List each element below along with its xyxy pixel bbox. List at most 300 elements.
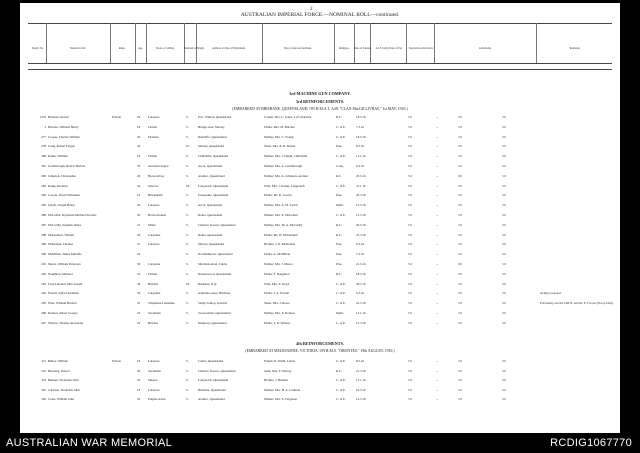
cell-no: 277 [41, 134, 46, 139]
cell-money: 5 0 [408, 164, 412, 168]
cell-money: 3 0 [458, 301, 462, 306]
cell-money: 5 0 [408, 359, 412, 363]
cell-age: 43 [137, 144, 141, 149]
cell-no: 281 [41, 164, 46, 168]
table-row [20, 252, 620, 260]
table-row [20, 213, 620, 221]
cell-addr: Redcliffe, Queensland [198, 134, 227, 139]
cell-rel: R.C. [336, 222, 342, 227]
cell-money: 5 0 [408, 124, 412, 129]
cell-ms: S. [186, 397, 189, 401]
cell-money: 5 0 [408, 242, 412, 247]
cell-money: 5 0 [408, 183, 412, 188]
cell-money: 3 0 [458, 397, 462, 401]
col-allotment: Allotments [478, 47, 492, 50]
cell-ms: W. [186, 144, 190, 149]
col-remarks: Remarks. [569, 47, 581, 50]
table-row [20, 388, 620, 396]
col-trade: Trade or Calling. [155, 47, 175, 50]
cell-money: 3 0 [502, 301, 506, 306]
cell-money: 3 0 [458, 359, 462, 363]
cell-name: Powell, Alfred Jonathan [48, 291, 79, 296]
cell-kin: Father, Mr. R. Lowrie [264, 193, 292, 198]
cell-addr: Kingaroy, Queensland [198, 320, 227, 325]
cell-money: 3 0 [458, 271, 462, 276]
cell-addr: Toowoomba, Queensland [198, 311, 231, 315]
cell-rel: R.C. [336, 232, 342, 237]
cell-money: 3 0 [502, 213, 506, 217]
cell-ms: S. [186, 232, 189, 237]
cell-trade: Telephone Linesman [148, 301, 175, 306]
cell-date: 7.3.16 [356, 252, 364, 257]
cell-rank: Private [112, 115, 122, 119]
cell-kin: Mother, Mrs. C. Young [264, 134, 294, 139]
table-row [20, 184, 620, 192]
cell-ms: M. [186, 281, 190, 286]
cell-addr: Maclay, Queensland [198, 242, 224, 247]
cell-kin: Mother, Mrs. E. McLellan [264, 213, 298, 217]
cell-money: 3 0 [458, 232, 462, 237]
cell-ms: S. [186, 291, 189, 296]
cell-no: 295 [41, 301, 46, 306]
cell-name: McKenzie, Thomas [48, 242, 74, 247]
cell-money: ... [436, 173, 439, 178]
cell-money: ... [436, 124, 439, 129]
col-age: Age. [137, 47, 144, 50]
col-next-of-kin: Next of kin and Address. [284, 47, 312, 50]
cell-date: 22.3.16 [356, 301, 366, 306]
cell-no: 321 [41, 359, 46, 363]
cell-ms: S. [186, 252, 189, 257]
cell-no: 284 [41, 193, 46, 198]
cell-addr: Charters Towers, Queensland [198, 222, 236, 227]
cell-money: ... [436, 232, 439, 237]
cell-money: 3 0 [458, 242, 462, 247]
cell-no: 286 [41, 213, 46, 217]
cell-money: 3 0 [502, 115, 506, 119]
cell-money: 3 0 [502, 242, 506, 247]
cell-money: 3 0 [458, 378, 462, 382]
table-row [20, 164, 620, 172]
col-religion: Religion. [338, 47, 350, 50]
cell-trade: Carpenter [148, 291, 161, 296]
cell-no: 1276 [39, 115, 46, 119]
cell-money: 3 0 [502, 183, 506, 188]
cell-money: ... [436, 193, 439, 198]
cell-kin: Mother, Mrs. A. Goldsbrough [264, 164, 302, 168]
cell-money: 3 0 [458, 183, 462, 188]
cell-age: 22 [137, 115, 141, 119]
page-number: 2 [310, 7, 313, 12]
cell-age: 20 [137, 203, 141, 208]
cell-addr: Longreach, Queensland [198, 183, 229, 188]
cell-addr: Adelaide-street, Brisbane [198, 291, 231, 296]
cell-no: 282 [41, 173, 46, 178]
cell-date: 29.3.16 [356, 222, 366, 227]
cell-money: ... [436, 222, 439, 227]
cell-trade: Labourer [148, 359, 160, 363]
table-row [20, 262, 620, 270]
cell-ms: S. [186, 301, 189, 306]
table-row [20, 321, 620, 329]
cell-money: 3 0 [458, 281, 462, 286]
cell-rel: R.C. [336, 115, 342, 119]
section-title-3rd: 3rd REINFORCEMENTS. [295, 99, 345, 104]
cell-trade: Butcher [148, 281, 159, 286]
cell-ms: M. [186, 183, 190, 188]
cell-name: Watlow, Thomas Alexander [48, 320, 84, 325]
cell-money: 3 0 [502, 271, 506, 276]
cell-money: 5 0 [408, 368, 412, 373]
cell-trade: Fireman [148, 134, 159, 139]
cell-money: ... [436, 164, 439, 168]
table-row [20, 272, 620, 280]
cell-name: Beresing, Robert [48, 368, 70, 373]
footer-source: AUSTRALIAN WAR MEMORIAL [6, 437, 173, 449]
cell-money: ... [436, 252, 439, 257]
cell-name: Craig, Robert Fergus [48, 144, 75, 149]
cell-ms: S. [186, 164, 189, 168]
table-row [20, 125, 620, 133]
cell-kin: Mother, Mrs. J. Dakin, Chinchilla [264, 154, 308, 159]
footer-bar [0, 433, 640, 453]
cell-kin: Father, Mr. W. McDermott [264, 232, 299, 237]
cell-rel: C. of E. [336, 134, 346, 139]
cell-addr: Ascot, Queensland [198, 164, 223, 168]
cell-trade: Blacksmith [148, 193, 163, 198]
cell-name: Robson, Albert George [48, 311, 78, 315]
cell-date: 21.3.16 [356, 368, 366, 373]
cell-money: 3 0 [502, 154, 506, 159]
cell-ms: S. [186, 222, 189, 227]
cell-trade: Engine-driver [148, 397, 166, 401]
cell-date: 8.2.16 [356, 144, 364, 149]
cell-money: 5 0 [408, 115, 412, 119]
cell-date: 6.3.16 [356, 164, 364, 168]
cell-name: Butcher, William Henry [48, 124, 79, 129]
cell-money: 3 0 [502, 281, 506, 286]
cell-kin: Father, Mrs. M. Butcher [264, 124, 295, 129]
cell-trade: Stockman [148, 368, 161, 373]
cell-name: Brennan, Robert [48, 115, 70, 119]
cell-money: ... [436, 271, 439, 276]
cell-trade: Farmer [148, 154, 158, 159]
cell-addr: Ascot, Queensland [198, 203, 223, 208]
table-row [20, 233, 620, 241]
cell-age: 20 [137, 213, 141, 217]
cell-ms: S. [186, 378, 189, 382]
cell-addr: Maclay, Queensland [198, 144, 224, 149]
cell-no: 278 [41, 144, 46, 149]
cell-money: 3 0 [502, 144, 506, 149]
cell-money: 5 0 [408, 252, 412, 257]
cell-money: 5 0 [408, 271, 412, 276]
cell-no: 325 [41, 387, 46, 392]
cell-money: 5 0 [408, 134, 412, 139]
cell-no: 280 [41, 154, 46, 159]
cell-money: 3 0 [502, 262, 506, 266]
table-row [20, 311, 620, 319]
cell-money: 5 0 [408, 213, 412, 217]
cell-age: 29 [137, 378, 141, 382]
cell-date: 29.3.16 [356, 281, 366, 286]
cell-money: ... [436, 213, 439, 217]
cell-no: 285 [41, 203, 46, 208]
cell-addr: Ravenswood, Queensland [198, 271, 232, 276]
cell-name: Bennett, Frederick John [48, 378, 79, 382]
cell-kin: Brother, J. Bennett [264, 378, 288, 382]
cell-no: 289 [41, 242, 46, 247]
col-separation: Separation Allowance [408, 47, 434, 50]
cell-addr: Rockhampton, Queensland [198, 252, 233, 257]
cell-no: 287 [41, 222, 46, 227]
cell-money: ... [436, 242, 439, 247]
cell-money: 3 0 [458, 291, 462, 296]
cell-rel: Pres. [336, 252, 343, 257]
cell-money: 3 0 [458, 368, 462, 373]
table-row [20, 223, 620, 231]
cell-addr: Brisbane, Queensland [198, 387, 226, 392]
col-married: Married or Single. [184, 47, 205, 50]
cell-age: 35 [137, 164, 141, 168]
header-top-rule [28, 23, 612, 24]
cell-no: 3 [44, 124, 46, 129]
cell-money: ... [436, 320, 439, 325]
cell-kin: Sister, Mrs. R. R. Baxter [264, 144, 296, 149]
table-row [20, 203, 620, 211]
cell-date: 7.3.16 [356, 124, 364, 129]
cell-ms: S. [186, 262, 189, 266]
cell-trade: Miner [148, 222, 156, 227]
cell-date: 18.3.16 [356, 115, 366, 119]
cell-money: 5 0 [408, 378, 412, 382]
cell-money: ... [436, 183, 439, 188]
cell-money: ... [436, 291, 439, 296]
cell-trade: Carpenter [148, 262, 161, 266]
cell-rel: R.C. [336, 271, 342, 276]
cell-money: 3 0 [458, 193, 462, 198]
cell-ms: S. [186, 242, 189, 247]
cell-ms: S. [186, 368, 189, 373]
company-title: 3rd MACHINE GUN COMPANY. [289, 91, 351, 96]
cell-name: Lowrie, David Whittaker [48, 193, 81, 198]
cell-age: 18 [137, 124, 141, 129]
cell-kin: Mother, Mrs. J. Meara [264, 262, 293, 266]
cell-rel: R.C. [336, 368, 342, 373]
cell-name: McDermott, Wiliam [48, 232, 74, 237]
cell-no: 293 [41, 281, 46, 286]
cell-money: 5 0 [408, 203, 412, 208]
cell-money: 3 0 [502, 232, 506, 237]
cell-age: 18 [137, 387, 141, 392]
cell-money: 5 0 [408, 320, 412, 325]
cell-money: 5 0 [408, 144, 412, 149]
cell-kin: Friend, R. Smith, Cairns [264, 359, 296, 363]
table-row [20, 193, 620, 201]
cell-money: ... [436, 368, 439, 373]
cell-money: 5 0 [408, 232, 412, 237]
cell-name: Johnston, Christopher [48, 173, 76, 178]
cell-rel: C. of E. [336, 397, 346, 401]
cell-money: 3 0 [502, 173, 506, 178]
cell-age: 19 [137, 154, 141, 159]
cell-name: Dakin, William [48, 154, 68, 159]
cell-kin: Father, A. McMillan [264, 252, 291, 257]
cell-ms: S. [186, 134, 189, 139]
cell-date: 25.3.16 [356, 173, 366, 178]
cell-trade: Horse-breaker [148, 213, 167, 217]
cell-date: 21.3.16 [356, 262, 366, 266]
cell-money: 3 0 [502, 359, 506, 363]
cell-date: 11.1.16 [356, 154, 366, 159]
cell-date: 18.3.16 [356, 271, 366, 276]
cell-name: Goldsbrough, Robert Herbert [48, 164, 86, 168]
cell-rel: Meth. [336, 203, 344, 208]
cell-addr: Bridge-road, Maclay [198, 124, 225, 129]
cell-age: 29 [137, 232, 141, 237]
cell-money: 3 0 [458, 213, 462, 217]
cell-kin: Mother, Mrs. E. Robson [264, 311, 295, 315]
col-date-joining: Date of Joining. [354, 47, 372, 50]
cell-age: 29 [137, 134, 141, 139]
cell-money: 5 0 [408, 301, 412, 306]
cell-age: 38 [137, 281, 141, 286]
cell-age: 20 [137, 368, 141, 373]
cell-date: 12.3.16 [356, 397, 366, 401]
cell-rel: C. of E. [336, 301, 346, 306]
cell-date: 25.3.16 [356, 232, 366, 237]
cell-age: 19 [137, 193, 141, 198]
cell-ms: S. [186, 124, 189, 129]
cell-addr: Sheridan-street, Cairns [198, 262, 228, 266]
cell-money: 5 0 [408, 173, 412, 178]
cell-ms: S. [186, 115, 189, 119]
cell-money: 5 0 [408, 222, 412, 227]
cell-ms: S. [186, 359, 189, 363]
cell-kin: Father, T. R. Watlow [264, 320, 291, 325]
cell-money: 3 0 [458, 115, 462, 119]
cell-money: ... [436, 387, 439, 392]
cell-rel: C. of E. [336, 291, 346, 296]
cell-addr: P.O., Winton, Queensland [198, 115, 231, 119]
cell-addr: Brisbane, N.Q. [198, 281, 218, 286]
cell-date: 8.5.16 [356, 359, 364, 363]
cell-date: 15.1.16 [356, 378, 366, 382]
cell-date: 19.3.16 [356, 387, 366, 392]
cell-name: Kemp, Richard [48, 183, 68, 188]
cell-ms: S. [186, 271, 189, 276]
cell-name: Naughton, Michael [48, 271, 73, 276]
cell-kin: Wife, Mrs. J. Kemp, Longreach [264, 183, 305, 188]
table-row [20, 242, 620, 250]
cell-money: 3 0 [502, 252, 506, 257]
cell-trade: Labourer [148, 387, 160, 392]
table-row [20, 397, 620, 405]
table-row [20, 115, 620, 123]
cell-money: 3 0 [502, 222, 506, 227]
cell-kin: Father, J. A. Powell [264, 291, 290, 296]
col-name: Names in full. [70, 47, 86, 50]
cell-rel: C. of E. [336, 124, 346, 129]
cell-money: 5 0 [408, 154, 412, 159]
cell-money: 3 0 [502, 311, 506, 315]
cell-addr: Roma, Queensland [198, 213, 223, 217]
cell-name: Prest, William Herbert [48, 301, 77, 306]
cell-money: ... [436, 144, 439, 149]
cell-trade: Farmer [148, 124, 158, 129]
cell-ms: S. [186, 213, 189, 217]
cell-name: Cooper, Charles William [48, 134, 80, 139]
cell-money: 3 0 [502, 124, 506, 129]
cell-no: 291 [41, 262, 46, 266]
cell-kin: Aunt, Mrs. E. Harvey [264, 368, 292, 373]
table-row [20, 301, 620, 309]
cell-date: 15.3.16 [356, 203, 366, 208]
cell-trade: Farmer [148, 271, 158, 276]
cell-money: ... [436, 134, 439, 139]
cell-money: 3 0 [502, 320, 506, 325]
cell-trade: Stockman [148, 311, 161, 315]
section-title-4th: 4th REINFORCEMENTS. [296, 341, 344, 346]
cell-money: ... [436, 359, 439, 363]
cell-money: 3 0 [502, 203, 506, 208]
cell-money: ... [436, 262, 439, 266]
cell-kin: Mother, Mrs. A. M. Lynch [264, 203, 298, 208]
cell-money: ... [436, 378, 439, 382]
cell-money: 3 0 [458, 311, 462, 315]
cell-money: 3 0 [502, 378, 506, 382]
table-row [20, 359, 620, 367]
table-row [20, 135, 620, 143]
cell-money: 3 0 [502, 291, 506, 296]
cell-ms: S. [186, 173, 189, 178]
cell-money: 3 0 [458, 144, 462, 149]
cell-addr: Longreach, Queensland [198, 378, 229, 382]
cell-money: 3 0 [458, 164, 462, 168]
table-row [20, 154, 620, 162]
cell-no: 290 [41, 252, 46, 257]
cell-rel: Cong. [336, 164, 344, 168]
cell-no: 294 [41, 291, 46, 296]
cell-date: 6.3.16 [356, 291, 364, 296]
cell-name: McLellan, Raymond Michael Stevens [48, 213, 97, 217]
cell-rel: C. of E. [336, 154, 346, 159]
table-row [20, 291, 620, 299]
cell-rel: Meth. [336, 311, 344, 315]
cell-ms: S. [186, 203, 189, 208]
cell-rel: Pres. [336, 242, 343, 247]
cell-kin: Cousin, Mrs. L. Jones, 4 of Charlotte [264, 115, 312, 119]
cell-rel: C. of E. [336, 378, 346, 382]
cell-name: McMillan, James Melville [48, 252, 82, 257]
cell-kin: Mother, Mrs. E. Ferguson [264, 397, 297, 401]
table-row [20, 144, 620, 152]
cell-trade: Carpenter [148, 232, 161, 237]
cell-date: 29.3.16 [356, 193, 366, 198]
cell-no: 283 [41, 183, 46, 188]
cell-kin: Wife, Mrs. P. Lloyd [264, 281, 290, 286]
cell-kin: Mother, Mrs. H. A. Carleton [264, 387, 301, 392]
cell-money: 5 0 [408, 281, 412, 286]
cell-kin: Brother, J. R. McKenzie [264, 242, 296, 247]
cell-money: 3 0 [458, 222, 462, 227]
cell-addr: Chinchilla, Queensland [198, 154, 228, 159]
col-regtl-no: Regtl. No. [32, 47, 44, 50]
cell-age: 23 [137, 271, 141, 276]
cell-no: 326 [41, 397, 46, 401]
cell-date: 18.3.16 [356, 134, 366, 139]
cell-date: 21.1.16 [356, 183, 366, 188]
